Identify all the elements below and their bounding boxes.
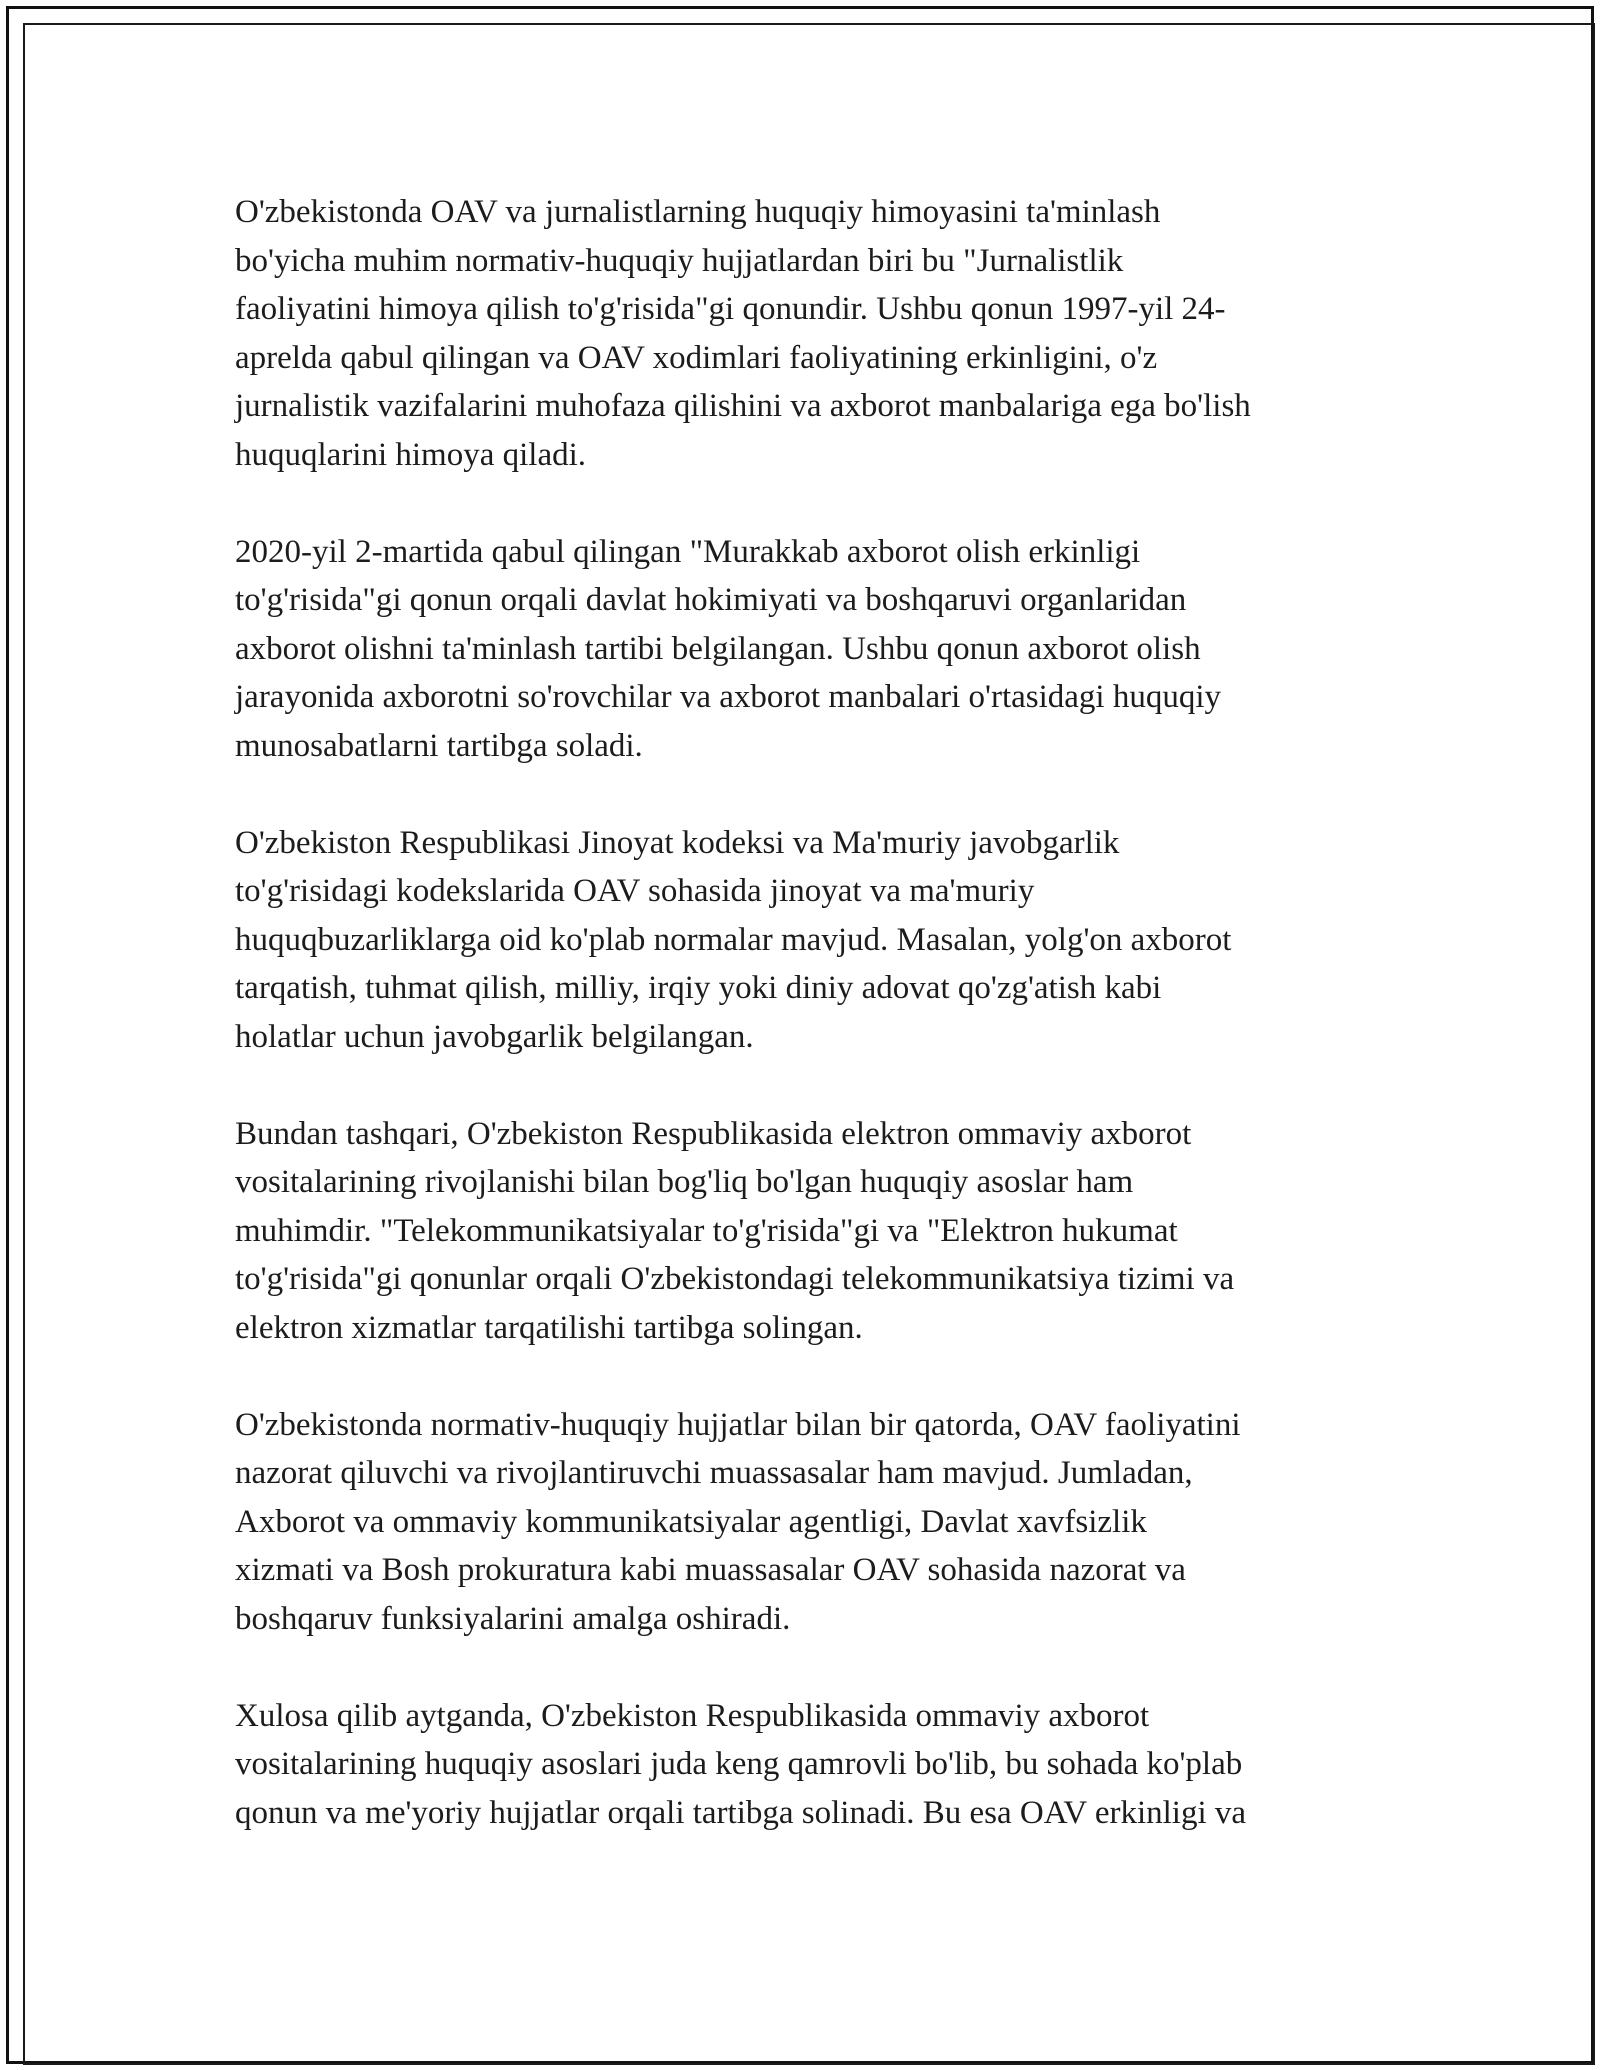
text-line: faoliyatini himoya qilish to'g'risida"gi qonundir. Ushbu qonun 1997-yil 24-	[235, 291, 1226, 327]
text-line: qonun va me'yoriy hujjatlar orqali tartibga solinadi. Bu esa OAV erkinligi va	[235, 1794, 1247, 1831]
text-line: O'zbekistonda normativ-huquqiy hujjatlar bilan bir qatorda, OAV faoliyatini	[235, 1406, 1241, 1443]
text-line: huquqlarini himoya qiladi.	[235, 436, 587, 473]
text-line: axborot olishni ta'minlash tartibi belgilangan. Ushbu qonun axborot olish	[235, 630, 1201, 667]
paragraph-2	[235, 528, 1385, 771]
paragraph-spacer	[235, 770, 1385, 819]
text-line: jarayonida axborotni so'rovchilar va axborot manbalari o'rtasidagi huquqiy	[235, 679, 1222, 715]
text-line: holatlar uchun javobgarlik belgilangan.	[235, 1018, 754, 1055]
text-line: xizmati va Bosh prokuratura kabi muassasalar OAV sohasida nazorat va	[235, 1552, 1186, 1588]
text-line: tarqatish, tuhmat qilish, milliy, irqiy yoki diniy adovat qo'zg'atish kabi	[235, 970, 1162, 1006]
text-line: to'g'risidagi kodekslarida OAV sohasida jinoyat va ma'muriy	[235, 873, 1035, 909]
text-line: jurnalistik vazifalarini muhofaza qilishini va axborot manbalariga ega bo'lish	[235, 388, 1251, 424]
text-line: nazorat qiluvchi va rivojlantiruvchi muassasalar ham mavjud. Jumladan,	[235, 1455, 1193, 1491]
text-line: boshqaruv funksiyalarini amalga oshiradi.	[235, 1600, 791, 1637]
text-line: vositalarining huquqiy asoslari juda keng qamrovli bo'lib, bu sohada ko'plab	[235, 1746, 1243, 1782]
paragraph-6	[235, 1692, 1385, 1838]
paragraph-spacer	[235, 1643, 1385, 1692]
paragraph-spacer	[235, 1061, 1385, 1110]
text-line: vositalarining rivojlanishi bilan bog'liq bo'lgan huquqiy asoslar ham	[235, 1164, 1134, 1200]
paragraph-1	[235, 188, 1385, 479]
text-line: O'zbekiston Respublikasi Jinoyat kodeksi va Ma'muriy javobgarlik	[235, 824, 1120, 861]
text-line: O'zbekistonda OAV va jurnalistlarning huquqiy himoyasini ta'minlash	[235, 194, 1161, 230]
text-line: bo'yicha muhim normativ-huquqiy hujjatlardan biri bu "Jurnalistlik	[235, 242, 1124, 279]
text-line: to'g'risida"gi qonunlar orqali O'zbekistondagi telekommunikatsiya tizimi va	[235, 1261, 1235, 1297]
text-line: aprelda qabul qilingan va OAV xodimlari faoliyatining erkinligini, o'z	[235, 339, 1158, 376]
text-line: Bundan tashqari, O'zbekiston Respublikasida elektron ommaviy axborot	[235, 1115, 1192, 1152]
paragraph-5	[235, 1401, 1385, 1644]
text-line: elektron xizmatlar tarqatilishi tartibga solingan.	[235, 1309, 863, 1346]
paragraph-3	[235, 819, 1385, 1062]
text-line: Axborot va ommaviy kommunikatsiyalar agentligi, Davlat xavfsizlik	[235, 1503, 1147, 1540]
text-line: 2020-yil 2-martida qabul qilingan "Murakkab axborot olish erkinligi	[235, 533, 1141, 570]
paragraph-4	[235, 1110, 1385, 1353]
text-line: to'g'risida"gi qonun orqali davlat hokimiyati va boshqaruvi organlaridan	[235, 582, 1187, 618]
text-line: munosabatlarni tartibga soladi.	[235, 727, 643, 764]
document-body	[235, 188, 1385, 1837]
text-line: muhimdir. "Telekommunikatsiyalar to'g'risida"gi va "Elektron hukumat	[235, 1212, 1178, 1249]
text-line: Xulosa qilib aytganda, O'zbekiston Respublikasida ommaviy axborot	[235, 1697, 1150, 1734]
paragraph-spacer	[235, 479, 1385, 528]
paragraph-spacer	[235, 1352, 1385, 1401]
text-line: huquqbuzarliklarga oid ko'plab normalar mavjud. Masalan, yolg'on axborot	[235, 921, 1232, 958]
